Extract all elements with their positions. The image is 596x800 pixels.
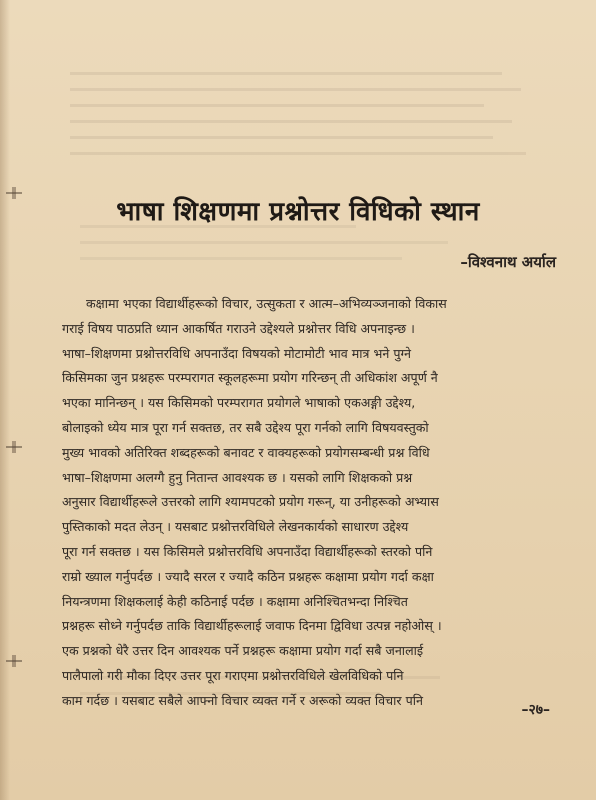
body-line: किसिमका जुन प्रश्नहरू परम्परागत स्कूलहरूमा प्रयोग गरिन्छन् ती अधिकांश अपूर्ण नै — [62, 370, 438, 386]
body-line: राम्रो ख्याल गर्नुपर्दछ । ज्यादै सरल र ज्यादै कठिन प्रश्नहरू कक्षामा प्रयोग गर्दा कक्षा — [62, 568, 434, 584]
article-body — [62, 292, 562, 714]
body-line: पालैपालो गरी मौका दिएर उत्तर पूरा गराएमा प्रश्नोत्तरविधिले खेलविधिको पनि — [62, 667, 404, 683]
body-line: काम गर्दछ । यसबाट सबैले आफ्नो विचार व्यक्त गर्ने र अरूको व्यक्त विचार पनि — [62, 692, 423, 708]
body-line: बोलाइको ध्येय मात्र पूरा गर्न सक्तछ, तर सबै उद्देश्य पूरा गर्नको लागि विषयवस्तुको — [62, 419, 429, 435]
binding-hole — [6, 655, 22, 667]
body-line: अनुसार विद्यार्थीहरूले उत्तरको लागि श्यामपटको प्रयोग गरून्, या उनीहरूको अभ्यास — [62, 494, 439, 510]
body-line: भाषा–शिक्षणमा प्रश्नोत्तरविधि अपनाउँदा विषयको मोटामोटी भाव मात्र भने पुग्ने — [62, 345, 412, 361]
page-edge-shadow — [0, 0, 10, 800]
body-line: नियन्त्रणमा शिक्षकलाई केही कठिनाई पर्दछ । कक्षामा अनिश्चितभन्दा निश्चित — [62, 593, 408, 609]
bleed-through-text — [70, 72, 540, 168]
body-line: मुख्य भावको अतिरिक्त शब्दहरूको बनावट र वाक्यहरूको प्रयोगसम्बन्धी प्रश्न विधि — [62, 444, 430, 460]
article-author: –विश्‍वनाथ अर्याल — [460, 253, 556, 271]
body-line: प्रश्नहरू सोध्ने गर्नुपर्दछ ताकि विद्यार्थीहरूलाई जवाफ दिनमा द्विविधा उत्पन्न नहोओस् । — [62, 618, 442, 634]
body-line: पूरा गर्न सक्तछ । यस किसिमले प्रश्नोत्तरविधि अपनाउँदा विद्यार्थीहरूको स्तरको पनि — [62, 543, 433, 559]
binding-hole — [6, 441, 22, 453]
body-line: गराई विषय पाठप्रति ध्यान आकर्षित गराउने उद्देश्यले प्रश्नोत्तर विधि अपनाइन्छ । — [62, 320, 415, 336]
article-title: भाषा शिक्षणमा प्रश्नोत्तर विधिको स्थान — [116, 197, 480, 227]
body-line: कक्षामा भएका विद्यार्थीहरूको विचार, उत्सुकता र आत्म–अभिव्यञ्जनाको विकास — [86, 296, 447, 311]
body-line: भएका मानिन्छन् । यस किसिमको परम्परागत प्रयोगले भाषाको एकअङ्गी उद्देश्य, — [62, 395, 416, 411]
body-line: पुस्तिकाको मदत लेउन् । यसबाट प्रश्नोत्तरविधिले लेखनकार्यको साधारण उद्देश्य — [62, 519, 409, 535]
page-number: –२७– — [521, 702, 550, 718]
body-line: भाषा–शिक्षणमा अलग्गै हुनु नितान्त आवश्यक छ । यसको लागि शिक्षकको प्रश्न — [62, 469, 413, 485]
body-line: एक प्रश्नको धेरै उत्तर दिन आवश्यक पर्ने प्रश्नहरू कक्षामा प्रयोग गर्दा सबै जनालाई — [62, 643, 424, 659]
